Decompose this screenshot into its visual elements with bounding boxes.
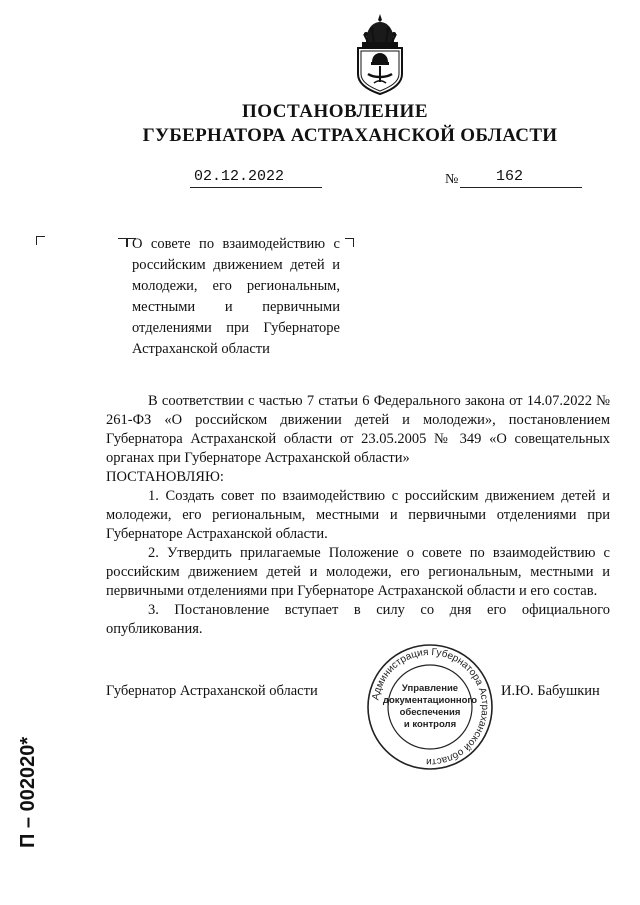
document-date	[190, 168, 322, 188]
coat-of-arms-icon	[352, 12, 408, 96]
date-value: 02.12.2022	[194, 168, 285, 185]
stamp-line-2: документационного	[382, 695, 478, 706]
body-item-3: 3. Постановление вступает в силу со дня его официального опубликования.	[106, 602, 610, 637]
signatory-name: И.Ю. Бабушкин	[501, 683, 600, 699]
signatory-position: Губернатор Астраханской области	[106, 683, 318, 699]
registration-number-text: П – 002020*	[17, 736, 39, 848]
stamp-line-3: обеспечения	[399, 707, 461, 718]
document-body	[106, 392, 610, 639]
document-number	[460, 168, 582, 188]
preamble-paragraph: В соответствии с частью 7 статьи 6 Федерального закона от 14.07.2022 № 261-ФЗ «О российском движении детей и молодежи», постановлением Губернатора Астраханской области от 23.05.2005 № 349 «О совещательных органах при Губернаторе Астраханской области»	[106, 393, 610, 466]
issuer-heading: ГУБЕРНАТОРА АСТРАХАНСКОЙ ОБЛАСТИ	[142, 125, 558, 146]
document-type-heading: ПОСТАНОВЛЕНИЕ	[241, 101, 429, 122]
body-item-1: 1. Создать совет по взаимодействию с российским движением детей и молодежи, его региональным, местными и первичными отделениями при Губернаторе Астраханской области.	[106, 488, 610, 542]
number-sign: №	[445, 172, 459, 187]
document-subject: О совете по взаимодействию с российским движением детей и молодежи, его региональным, местными и первичными отделениями при Губернаторе Астраханской области	[132, 236, 340, 357]
stamp-line-4: и контроля	[403, 719, 457, 730]
registration-number	[12, 700, 42, 850]
official-stamp	[360, 642, 500, 772]
corner-mark-left	[36, 236, 45, 245]
number-value: 162	[496, 168, 524, 185]
stamp-line-1: Управление	[401, 683, 459, 694]
corner-mark-subject-open-1	[118, 238, 127, 247]
corner-mark-subject-close	[345, 238, 354, 247]
stamp-ring-text: Администрация Губернатора Астраханской области	[370, 646, 491, 768]
decree-keyword: ПОСТАНОВЛЯЮ:	[106, 469, 224, 485]
body-item-2: 2. Утвердить прилагаемые Положение о совете по взаимодействию с российским движением детей и молодежи, его региональным, местными и первичными отделениями при Губернаторе Астраханской области и его состав.	[106, 545, 610, 599]
